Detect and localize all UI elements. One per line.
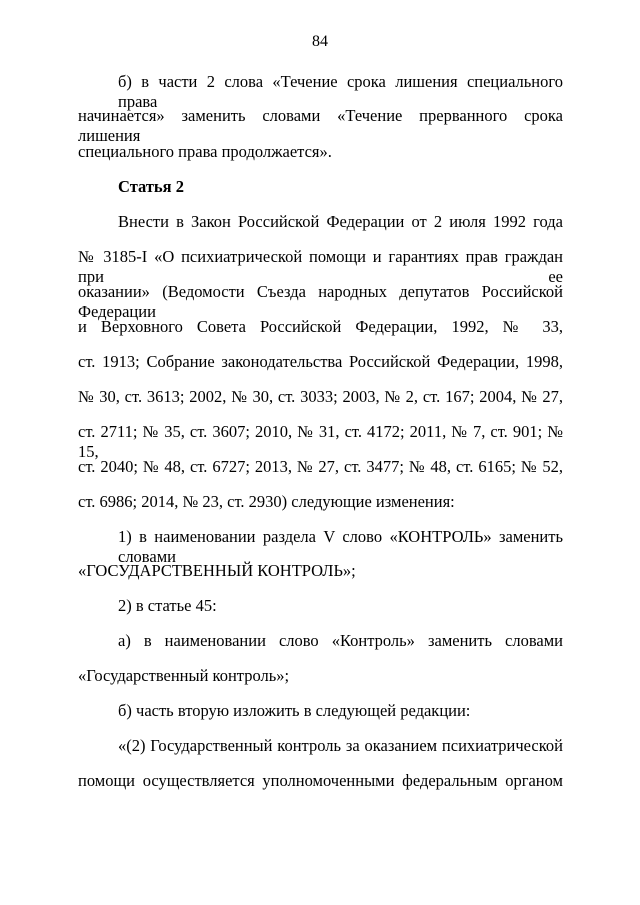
text-line: б) часть вторую изложить в следующей редакции: — [118, 701, 471, 720]
text-line: б) в части 2 слова «Течение срока лишения специального права — [118, 72, 563, 111]
page-number: 84 — [312, 33, 328, 50]
text-line: ст. 2711; № 35, ст. 3607; 2010, № 31, ст. 4172; 2011, № 7, ст. 901; № 15, — [78, 422, 563, 461]
text-line: «Государственный контроль»; — [78, 666, 290, 685]
text-line: ст. 6986; 2014, № 23, ст. 2930) следующие изменения: — [78, 492, 455, 511]
text-line: оказании» (Ведомости Съезда народных депутатов Российской Федерации — [78, 282, 563, 321]
article-heading: Статья 2 — [118, 177, 184, 196]
text-line: специального права продолжается». — [78, 142, 332, 161]
text-line: 1) в наименовании раздела V слово «КОНТРОЛЬ» заменить словами — [118, 527, 563, 566]
text-line: Внести в Закон Российской Федерации от 2 июля 1992 года — [118, 212, 563, 231]
text-line: № 30, ст. 3613; 2002, № 30, ст. 3033; 2003, № 2, ст. 167; 2004, № 27, — [78, 387, 563, 406]
text-line: и Верховного Совета Российской Федерации, 1992, № 33, — [78, 317, 563, 336]
text-line: 2) в статье 45: — [118, 596, 217, 615]
text-line: «(2) Государственный контроль за оказанием психиатрической — [118, 736, 563, 755]
text-line: «ГОСУДАРСТВЕННЫЙ КОНТРОЛЬ»; — [78, 561, 356, 580]
text-line: ст. 1913; Собрание законодательства Российской Федерации, 1998, — [78, 352, 563, 371]
text-line: помощи осуществляется уполномоченными федеральным органом — [78, 771, 563, 790]
text-line: № 3185-I «О психиатрической помощи и гарантиях прав граждан при ее — [78, 247, 563, 286]
text-line: а) в наименовании слово «Контроль» заменить словами — [118, 631, 563, 650]
text-line: начинается» заменить словами «Течение прерванного срока лишения — [78, 106, 563, 145]
text-line: ст. 2040; № 48, ст. 6727; 2013, № 27, ст. 3477; № 48, ст. 6165; № 52, — [78, 457, 563, 476]
